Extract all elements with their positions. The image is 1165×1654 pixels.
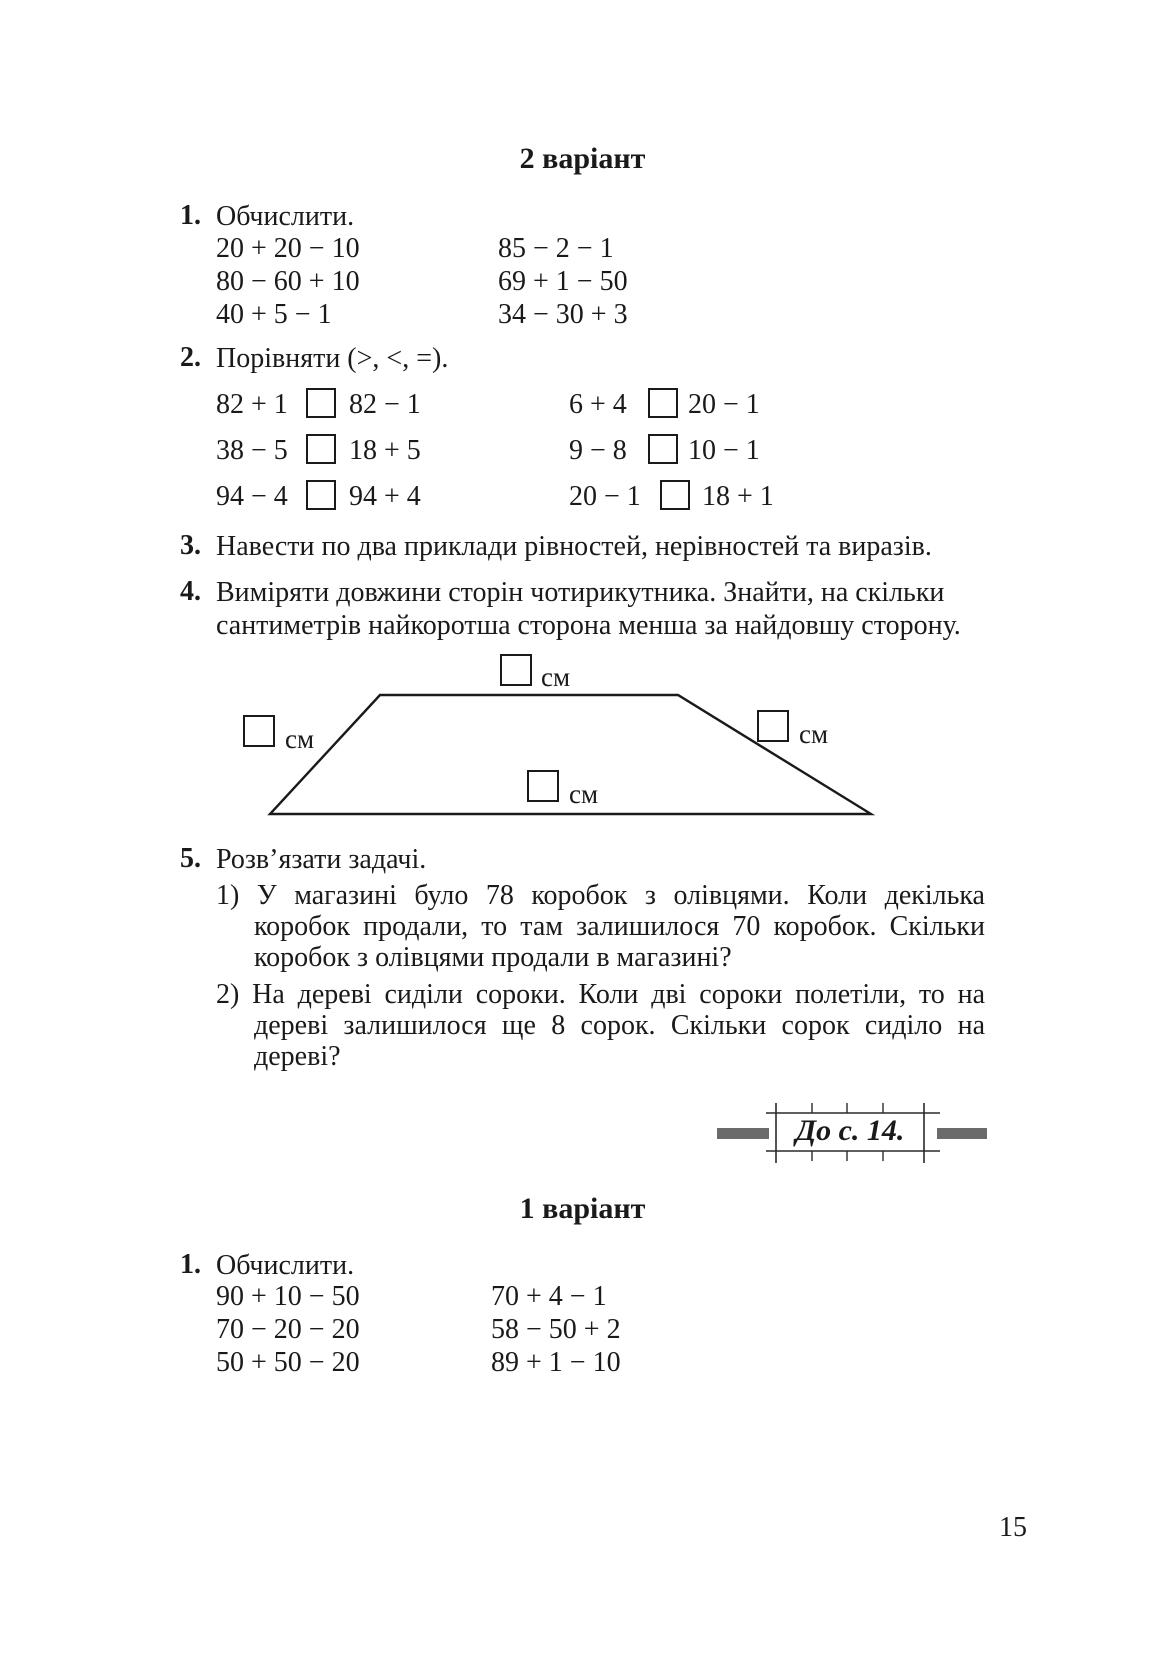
problem-2-line-2: дереві залишилося ще 8 сорок. Скільки сорок сиділо на bbox=[254, 1010, 985, 1041]
expression: 69 + 1 − 50 bbox=[498, 266, 628, 297]
expression: 80 − 60 + 10 bbox=[216, 266, 360, 297]
comparison-left: 38 − 5 bbox=[216, 435, 288, 466]
task-1-title: Обчислити. bbox=[216, 201, 355, 232]
comparison-right: 18 + 5 bbox=[349, 435, 421, 466]
comparison-right: 20 − 1 bbox=[688, 389, 760, 420]
unit-label-bottom: см bbox=[569, 779, 599, 809]
problem-1-line-2: коробок продали, то там залишилося 70 коробок. Скільки bbox=[254, 911, 985, 942]
answer-box-left-side[interactable] bbox=[243, 715, 275, 747]
variant-1-heading: 1 варіант bbox=[519, 1192, 646, 1225]
expression: 90 + 10 − 50 bbox=[216, 1281, 360, 1312]
comparison-left: 94 − 4 bbox=[216, 481, 288, 512]
variant-1-task-1-number: 1. bbox=[180, 1249, 201, 1280]
variant-1-task-1-right-column bbox=[491, 1280, 621, 1379]
expression: 70 − 20 − 20 bbox=[216, 1314, 360, 1345]
comparison-right: 18 + 1 bbox=[702, 481, 774, 512]
expression: 58 − 50 + 2 bbox=[491, 1314, 621, 1345]
comparison-left: 9 − 8 bbox=[569, 435, 627, 466]
problem-2-line-1: 2) На дереві сиділи сороки. Коли дві сороки полетіли, то на bbox=[216, 979, 985, 1010]
task-1-number: 1. bbox=[180, 200, 201, 231]
task-2-title: Порівняти (>, <, =). bbox=[216, 343, 449, 374]
problem-1-line-3: коробок з олівцями продали в магазині? bbox=[254, 942, 732, 973]
comparison-left: 20 − 1 bbox=[569, 481, 641, 512]
page-number: 15 bbox=[999, 1512, 1027, 1543]
expression: 85 − 2 − 1 bbox=[498, 233, 614, 264]
task-2-number: 2. bbox=[180, 342, 201, 373]
comparison-right: 94 + 4 bbox=[349, 481, 421, 512]
expression: 40 + 5 − 1 bbox=[216, 299, 332, 330]
variant-2-heading: 2 варіант bbox=[519, 142, 646, 175]
unit-label-left: см bbox=[285, 724, 315, 754]
unit-label-top: см bbox=[541, 662, 571, 692]
comparison-left: 6 + 4 bbox=[569, 389, 627, 420]
comparison-left: 82 + 1 bbox=[216, 389, 288, 420]
comparison-right: 82 − 1 bbox=[349, 389, 421, 420]
expression: 34 − 30 + 3 bbox=[498, 299, 628, 330]
expression: 50 + 50 − 20 bbox=[216, 1347, 360, 1378]
variant-1-task-1-left-column bbox=[216, 1280, 360, 1379]
problem-1-line-1: 1) У магазині було 78 коробок з олівцями. Коли декілька bbox=[216, 880, 985, 911]
expression: 70 + 4 − 1 bbox=[491, 1281, 607, 1312]
task-4-line-1: Виміряти довжини сторін чотирикутника. Знайти, на скільки bbox=[216, 577, 945, 608]
unit-label-right: см bbox=[799, 719, 829, 749]
task-4-line-2: сантиметрів найкоротша сторона менша за найдовшу сторону. bbox=[216, 610, 961, 641]
section-marker-label: До с. 14. bbox=[795, 1114, 905, 1147]
answer-box-right-side[interactable] bbox=[757, 710, 789, 742]
task-5-number: 5. bbox=[180, 843, 201, 874]
variant-1-task-1-title: Обчислити. bbox=[216, 1250, 355, 1281]
task-3-number: 3. bbox=[180, 530, 201, 561]
answer-box-top-side[interactable] bbox=[500, 654, 532, 686]
comparison-right: 10 − 1 bbox=[688, 435, 760, 466]
problem-2-line-3: дереві? bbox=[254, 1041, 341, 1072]
expression: 89 + 1 − 10 bbox=[491, 1347, 621, 1378]
expression: 20 + 20 − 10 bbox=[216, 233, 360, 264]
task-5-title: Розв’язати задачі. bbox=[216, 844, 427, 875]
answer-box-bottom-side[interactable] bbox=[527, 770, 559, 802]
task-4-number: 4. bbox=[180, 576, 201, 607]
task-3-text: Навести по два приклади рівностей, нерівностей та виразів. bbox=[216, 531, 932, 562]
